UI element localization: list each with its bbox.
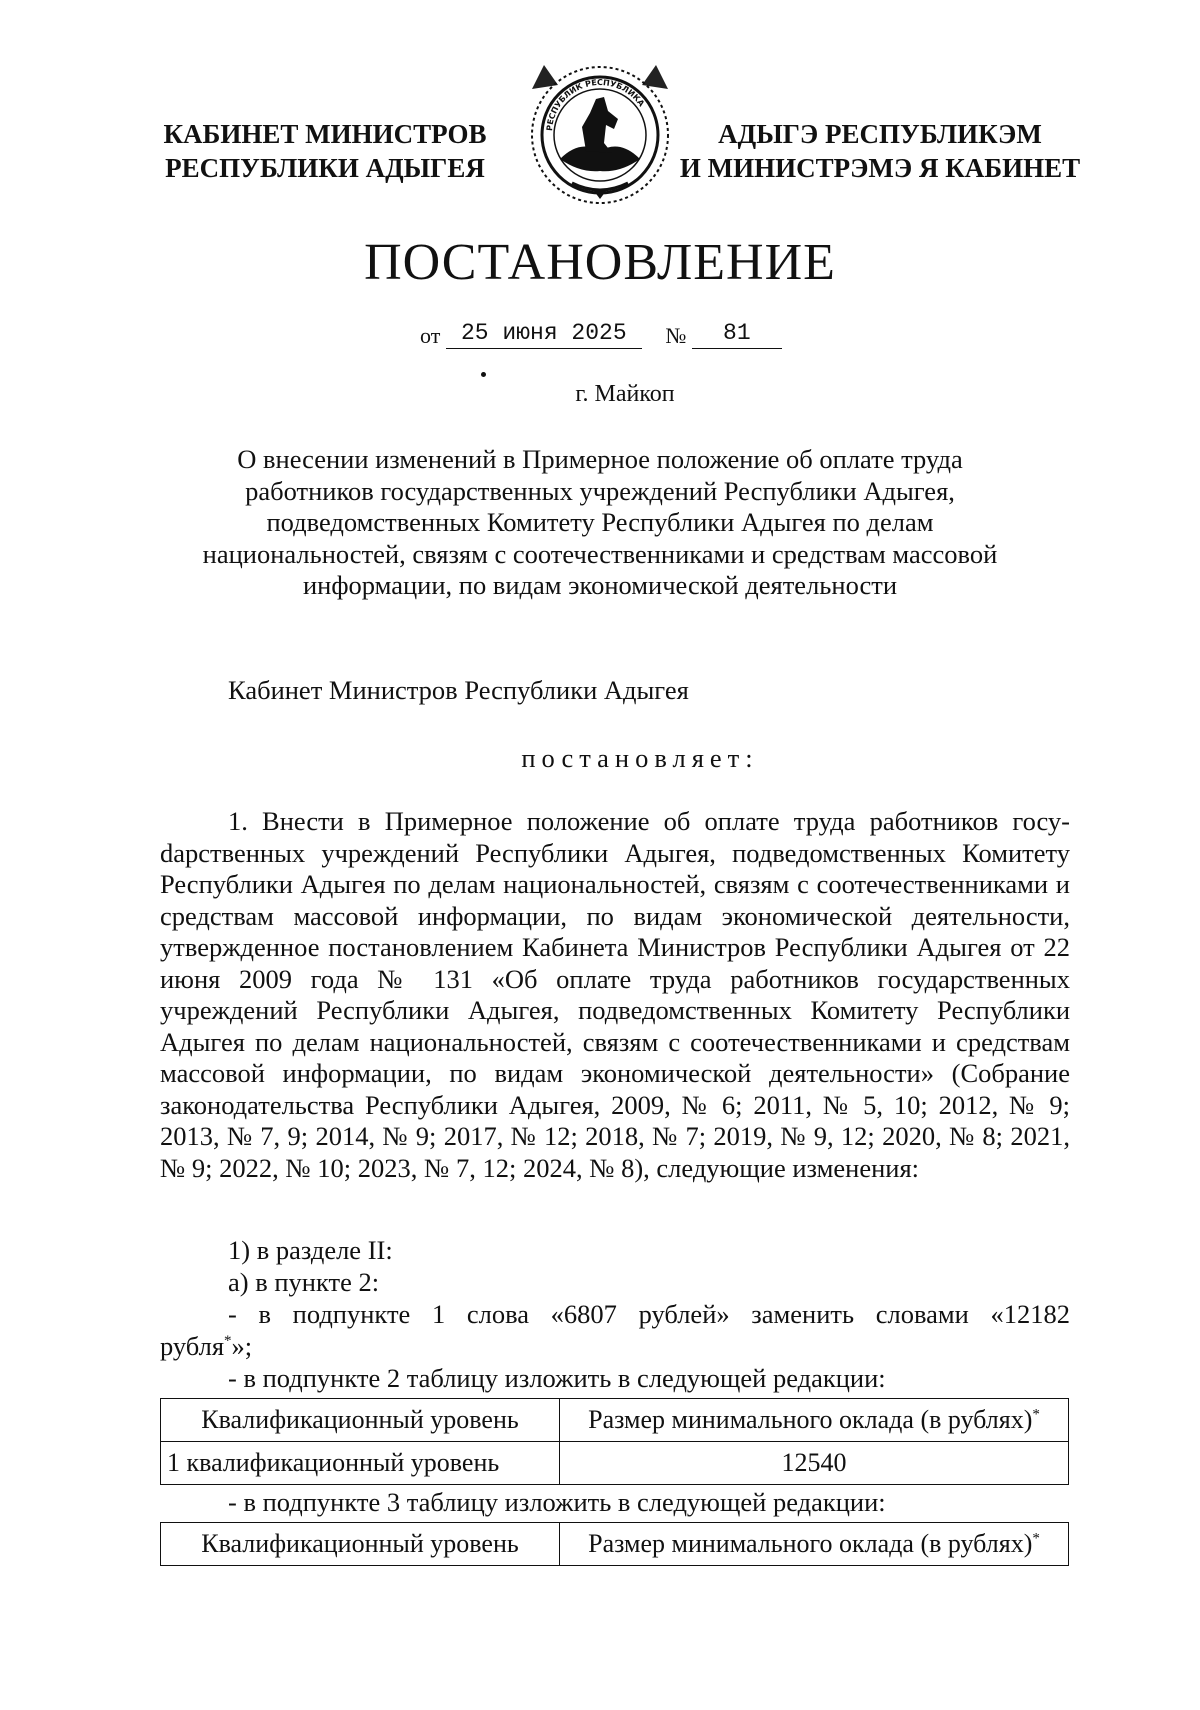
table-header-text: Размер минимального оклада (в рублях): [588, 1529, 1033, 1558]
header-right-line-2: И МИНИСТРЭМЭ Я КАБИНЕТ: [679, 153, 1081, 183]
emblem-seal: [524, 55, 676, 212]
table-header-row: [161, 1523, 1069, 1566]
emblem-flag-left: [532, 65, 558, 89]
emblem-arc-text: РЕСПУБЛИК РЕСПУБЛИКА: [544, 77, 647, 132]
subject-line: работников государственных учреждений Республики Адыгея,: [245, 475, 955, 506]
footnote-mark: *: [1032, 1530, 1040, 1547]
footnote-mark: *: [224, 1332, 232, 1349]
table-row: [161, 1442, 1069, 1485]
date-number-line: [420, 318, 782, 349]
table-header-cell: [560, 1523, 1069, 1566]
number-label: №: [665, 323, 687, 348]
subitem-3: - в подпункте 3 таблицу изложить в следующей редакции:: [228, 1487, 886, 1517]
date-prefix: от: [420, 323, 441, 348]
header-left-block: [150, 117, 500, 185]
decrees-word: постановляет:: [521, 743, 759, 773]
emblem-flag-right: [642, 65, 668, 89]
table-header-cell: Квалификационный уровень: [161, 1523, 560, 1566]
table-header-cell: [560, 1399, 1069, 1442]
table-cell-level: 1 квалификационный уровень: [161, 1442, 560, 1485]
salary-table-1: [160, 1398, 1069, 1485]
issuing-authority: Кабинет Министров Республики Адыгея: [228, 675, 689, 705]
subitem-1-tail: »;: [231, 1330, 253, 1361]
emblem-bull-icon: [594, 191, 606, 199]
header-right-block: [670, 117, 1090, 185]
header-left-line-1: КАБИНЕТ МИНИСТРОВ: [163, 119, 487, 149]
subject-line: подведомственных Комитету Республики Адыгея по делам: [266, 507, 934, 537]
header-right-line-1: АДЫГЭ РЕСПУБЛИКЭМ: [718, 119, 1042, 149]
subject-line: О внесении изменений в Примерное положение об оплате труда: [237, 444, 963, 474]
table-header-cell: Квалификационный уровень: [161, 1399, 560, 1442]
item-point-2: а) в пункте 2:: [228, 1267, 380, 1297]
ink-dot: [481, 372, 486, 377]
city: г. Майкоп: [575, 381, 675, 407]
subitem-2: - в подпункте 2 таблицу изложить в следующей редакции:: [228, 1363, 886, 1393]
subitem-1-text: - в подпункте 1 слова «6807 рублей» заменить словами «12182 рубля: [160, 1299, 1070, 1361]
paragraph-1: 1. Внести в Примерное положение об оплате труда работников госуdарственных учреждений Республики Адыгея, подведомственных Комитету Республики Адыгея по делам национальностей, связям с соотечественниками и средствам массовой информации, по видам экономической деятельности, утвержденное постановлением Кабинета Министров Республики Адыгея от 22 июня 2009 года № 131 «Об оплате труда работников государственных учреждений Республики Адыгея, подведомственных Комитету Республики Адыгея по делам национальностей, связям с соотечественниками и средствам массовой информации, по видам экономической деятельности» (Собрание законодательства Республики Адыгея, 2009, № 6; 2011, № 5, 10; 2012, № 9; 2013, № 7, 9; 2014, № 9; 2017, № 12; 2018, № 7; 2019, № 9, 12; 2020, № 8; 2021, № 9; 2022, № 10; 2023, № 7, 12; 2024, № 8), следующие изменения:: [160, 806, 1070, 1183]
number-value: 81: [692, 318, 782, 349]
table-cell-salary: 12540: [560, 1442, 1069, 1485]
subject-line: информации, по видам экономической деятельности: [303, 570, 897, 600]
footnote-mark: *: [1032, 1406, 1040, 1423]
subitem-1: [160, 1299, 1070, 1362]
table-header-text: Размер минимального оклада (в рублях): [588, 1405, 1033, 1434]
header-left-line-2: РЕСПУБЛИКИ АДЫГЕЯ: [165, 153, 485, 183]
subject-heading: [170, 444, 1030, 602]
document-title: ПОСТАНОВЛЕНИЕ: [364, 234, 836, 291]
date-value: 25 июня 2025: [446, 318, 642, 349]
item-section-ii: 1) в разделе II:: [228, 1235, 393, 1265]
salary-table-2: [160, 1522, 1069, 1566]
subject-line: национальностей, связям с соотечественниками и средствам массовой: [202, 538, 998, 569]
table-header-row: [161, 1399, 1069, 1442]
